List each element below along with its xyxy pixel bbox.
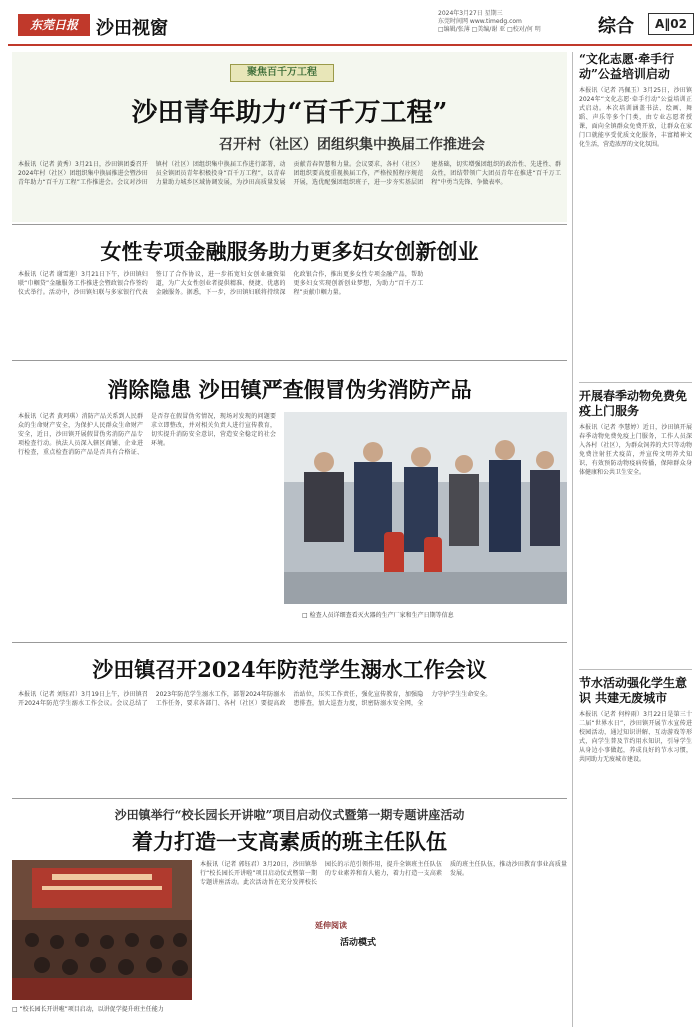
column-name: 综合 <box>598 16 634 37</box>
article-subtitle: 召开村（社区）团组织集中换届工作推进会 <box>219 137 485 153</box>
section-name: 沙田视窗 <box>96 18 168 39</box>
divider <box>12 224 567 225</box>
photo-caption: □ “校长园长开讲啦”项目启动，以讲促学提升班主任能力 <box>12 1006 164 1013</box>
sidebar-title-animal: 开展春季动物免费免疫上门服务 <box>579 389 688 418</box>
sidebar-title-culture: “文化志愿·牵手行动”公益培训启动 <box>579 52 675 81</box>
article-drowning-prevention <box>12 646 567 796</box>
article-title: 消除隐患 沙田镇严查假冒伪劣消防产品 <box>107 377 472 402</box>
article-women-finance <box>12 228 567 358</box>
reading-box-title: 活动模式 <box>340 938 377 948</box>
topic-banner: 聚焦百千万工程 <box>230 64 334 82</box>
pub-editors: □编辑/张薄 □美编/谢 亚 □校对/何 明 <box>438 26 541 33</box>
pub-website: 东莞时间网 www.timedg.com <box>438 18 522 25</box>
article-body: 本报讯（记者 黄珂琪）消防产品关系到人民群众的生命财产安全，为保护人民群众生命财产安全，近日，沙田镇开展假冒伪劣消防产品专项检查行动。执法人员深入辖区商铺、企业进行检查，重点检查消防产品是否具有合格证、是否存在假冒伪劣情况，现场对发现的问题要求立即整改，并对相关负责人进行宣传教育，切实提升消防安全意识，营造安全稳定的社会环境。 <box>18 413 276 456</box>
article-title: 沙田镇召开2024年防范学生溺水工作会议 <box>92 657 487 682</box>
divider <box>12 798 567 799</box>
page-number: A‖02 <box>648 13 694 35</box>
reading-box-label: 延伸阅读 <box>315 921 347 930</box>
fire-inspection-photo <box>284 412 567 604</box>
pub-date: 2024年3月27日 星期三 <box>438 10 503 17</box>
divider <box>12 642 567 643</box>
sidebar-body-culture: 本报讯（记者 冯佩玉）3月25日，沙田镇2024年“文化志愿·牵手行动”公益培训正式启动。本次培训涵盖书法、绘画、舞蹈、声乐等多个门类，由专业志愿者授课，面向全镇群众免费开放，让群众在家门口就能享受优质文化服务，丰富精神文化生活，营造浓厚的文化氛围。 <box>579 87 692 148</box>
publication-info <box>438 10 588 34</box>
newspaper-logo: 东莞日报 <box>18 14 90 36</box>
article-body: 本报讯（记者 黄秀）3月21日，沙田镇团委召开2024年村（社区）团组织集中换届推进会暨沙田青年助力“百千万工程”工作推进会。会议对沙田镇村（社区）团组织集中换届工作进行部署，动员全镇团员青年积极投身“百千万工程”，以青春力量助力城乡区域协调发展，为沙田高质量发展贡献青春智慧和力量。会议要求，各村（社区）团组织要高度重视换届工作，严格按照程序规范开展，选优配强团组织班子，进一步夯实基层团建基础，切实增强团组织的政治性、先进性、群众性，团结带领广大团员青年在推进“百千万工程”中勇当先锋、争做表率。 <box>18 161 561 186</box>
article-title: 沙田青年助力“百千万工程” <box>131 98 448 128</box>
masthead <box>8 6 692 46</box>
article-body: 本报讯（记者 刘钰君）3月19日上午，沙田镇召开2024年防范学生溺水工作会议。会议总结了2023年防范学生溺水工作，部署2024年防溺水工作任务，要求各部门、各村（社区）要提高政治站位，压实工作责任，强化宣传教育，加强隐患排查，加大巡查力度，织密防溺水安全网，全力守护学生生命安全。 <box>18 691 492 707</box>
article-title: 着力打造一支高素质的班主任队伍 <box>132 829 447 854</box>
article-youth <box>12 52 567 222</box>
sidebar-title-water: 节水活动强化学生意识 共建无废城市 <box>579 676 688 705</box>
sidebar-body-water: 本报讯（记者 何梓雨）3月22日是第三十二届“世界水日”，沙田镇开展节水宣传进校园活动，通过知识讲解、互动游戏等形式，向学生普及节约用水知识，引导学生从身边小事做起，养成良好的节水习惯，共同助力无废城市建设。 <box>579 711 692 763</box>
divider <box>12 360 567 361</box>
photo-caption: □ 检查人员详细查看灭火器的生产厂家和生产日期等信息 <box>302 612 454 619</box>
sidebar-body-animal: 本报讯（记者 李慧婷）近日，沙田镇开展春季动物免费免疫上门服务，工作人员深入各村（社区），为群众饲养的犬只等动物免费注射狂犬疫苗，并宣传文明养犬知识，有效预防动物疫病传播，保障群众身体健康和公共卫生安全。 <box>579 424 692 476</box>
article-body: 本报讯（记者 谢雪莲）3月21日下午，沙田镇妇联“巾帼贷”金融服务工作推进会暨政银合作签约仪式举行。活动中，沙田镇妇联与多家银行代表签订了合作协议，进一步拓宽妇女创业融资渠道，为广大女性创业者提供精准、便捷、优惠的金融服务。据悉，下一步，沙田镇妇联将持续深化政银合作，推出更多女性专项金融产品，帮助更多妇女实现创新创业梦想，为助力“百千万工程”贡献巾帼力量。 <box>18 271 424 296</box>
article-fire-products <box>12 364 567 639</box>
article-body: 本报讯（记者 郭钰君）3月20日，沙田镇举行“校长园长开讲啦”项目启动仪式暨第一期专题讲座活动。此次活动旨在充分发挥校长园长的示范引领作用，提升全镇班主任队伍的专业素养和育人能力，着力打造一支高素质的班主任队伍，推动沙田教育事业高质量发展。 <box>200 861 567 886</box>
right-sidebar <box>572 52 692 1027</box>
article-kicker: 沙田镇举行“校长园长开讲啦”项目启动仪式暨第一期专题讲座活动 <box>114 808 465 822</box>
divider <box>579 669 692 670</box>
article-title: 女性专项金融服务助力更多妇女创新创业 <box>100 239 479 264</box>
divider <box>579 382 692 383</box>
article-teacher-training <box>12 802 567 1027</box>
lecture-photo <box>12 860 192 1000</box>
